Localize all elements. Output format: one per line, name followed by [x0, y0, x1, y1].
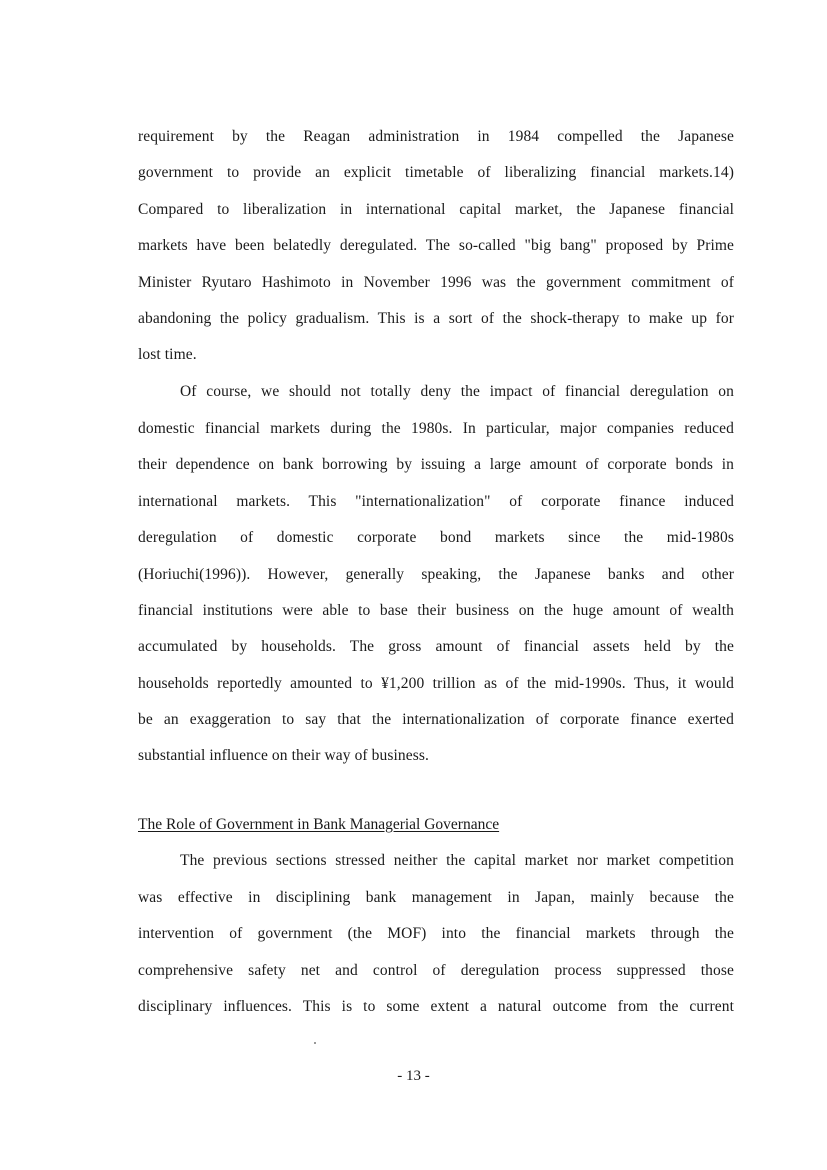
paragraph-2-line-3: their dependence on bank borrowing by issuing a large amount of corporate bonds in — [138, 456, 734, 473]
paragraph-2-line-10: be an exaggeration to say that the internationalization of corporate finance exerted — [138, 711, 734, 728]
paragraph-1-line-3: Compared to liberalization in international capital market, the Japanese financial — [138, 201, 734, 218]
paragraph-3-line-4: comprehensive safety net and control of deregulation process suppressed those — [138, 962, 734, 979]
paragraph-1-line-2: government to provide an explicit timetable of liberalizing financial markets.14) — [138, 164, 734, 181]
paragraph-2-line-2: domestic financial markets during the 1980s. In particular, major companies reduced — [138, 420, 734, 437]
paragraph-2-line-5: deregulation of domestic corporate bond markets since the mid-1980s — [138, 529, 734, 546]
paragraph-1-line-5: Minister Ryutaro Hashimoto in November 1996 was the government commitment of — [138, 274, 734, 291]
paragraph-1-line-1: requirement by the Reagan administration in 1984 compelled the Japanese — [138, 128, 734, 145]
paragraph-2-line-7: financial institutions were able to base their business on the huge amount of wealth — [138, 602, 734, 619]
paragraph-2-line-8: accumulated by households. The gross amount of financial assets held by the — [138, 638, 734, 655]
paragraph-1-line-7: lost time. — [138, 346, 197, 363]
page-number: - 13 - — [397, 1068, 430, 1084]
paragraph-2-line-1: Of course, we should not totally deny the impact of financial deregulation on — [180, 383, 734, 400]
paragraph-2-line-11: substantial influence on their way of business. — [138, 747, 429, 764]
paragraph-2-line-4: international markets. This "internationalization" of corporate finance induced — [138, 493, 734, 510]
paragraph-1-line-6: abandoning the policy gradualism. This is a sort of the shock-therapy to make up for — [138, 310, 734, 327]
paragraph-2-line-6: (Horiuchi(1996)). However, generally speaking, the Japanese banks and other — [138, 566, 734, 583]
paragraph-1-line-4: markets have been belatedly deregulated. The so-called "big bang" proposed by Prime — [138, 237, 734, 254]
scan-speck — [314, 1042, 316, 1044]
paragraph-3-line-1: The previous sections stressed neither the capital market nor market competition — [180, 852, 734, 869]
paragraph-3-line-3: intervention of government (the MOF) into the financial markets through the — [138, 925, 734, 942]
section-heading: The Role of Government in Bank Managerial Governance — [138, 816, 500, 833]
paragraph-3-line-2: was effective in disciplining bank management in Japan, mainly because the — [138, 889, 734, 906]
paragraph-3-line-5: disciplinary influences. This is to some extent a natural outcome from the current — [138, 998, 734, 1015]
paragraph-2-line-9: households reportedly amounted to ¥1,200 trillion as of the mid-1990s. Thus, it would — [138, 675, 734, 692]
